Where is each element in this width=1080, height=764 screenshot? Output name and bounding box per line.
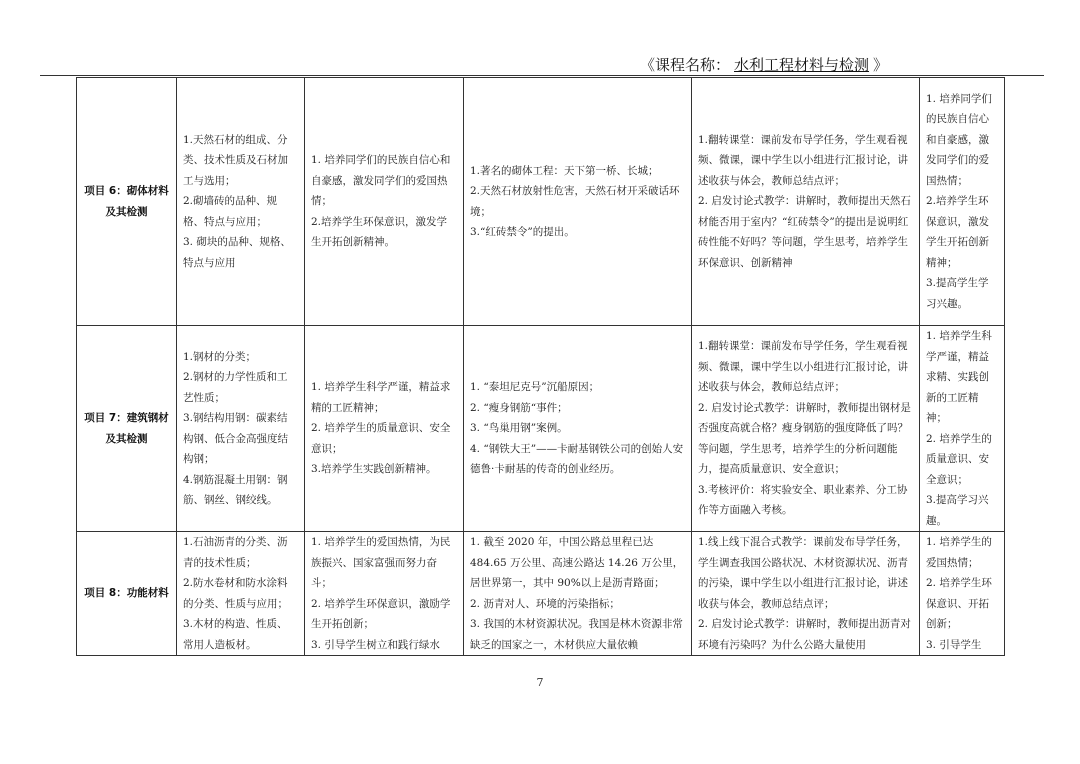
table-row xyxy=(77,326,1005,532)
knowledge-text: 1.天然石材的组成、分类、技术性质及石材加工与选用； 2.砌墙砖的品种、规格、特点与应用； 3. 砌块的品种、规格、特点与应用 xyxy=(183,133,291,269)
knowledge-text: 1.石油沥青的分类、沥青的技术性质； 2.防水卷材和防水涂料的分类、性质与应用； 3.木材的构造、性质、常用人造板材。 xyxy=(183,536,288,651)
goals-text: 1. 培养学生科学严谨，精益求精的工匠精神； 2. 培养学生的质量意识、安全意识； 3.培养学生实践创新精神。 xyxy=(311,381,451,476)
methods-cell xyxy=(692,78,920,326)
goals-text: 1. 培养同学们的民族自信心和自豪感，激发同学们的爱国热情； 2.培养学生环保意识，激发学生开拓创新精神。 xyxy=(311,154,451,249)
goals-cell xyxy=(305,532,464,656)
effects-cell xyxy=(920,78,1005,326)
course-table xyxy=(76,77,1005,656)
methods-cell xyxy=(692,326,920,532)
header-rule xyxy=(40,75,1044,76)
knowledge-cell xyxy=(177,326,305,532)
effects-text: 1. 培养学生科学严谨，精益求精、实践创新的工匠精神； 2. 培养学生的质量意识、安全意识； 3.提高学习兴趣。 xyxy=(926,330,992,527)
effects-text: 1. 培养同学们的民族自信心和自豪感，激发同学们的爱国热情； 2.培养学生环保意识，激发学生开拓创新精神； 3.提高学生学习兴趣。 xyxy=(926,92,992,310)
cases-cell xyxy=(464,78,692,326)
table-row xyxy=(77,532,1005,656)
goals-text: 1. 培养学生的爱国热情，为民族振兴、国家富强而努力奋斗； 2. 培养学生环保意识，激励学生开拓创新； 3. 引导学生树立和践行绿水 xyxy=(311,536,451,651)
knowledge-text: 1.钢材的分类； 2.钢材的力学性质和工艺性质； 3.钢结构用钢：碳素结构钢、低合金高强度结构钢； 4.钢筋混凝土用钢：钢筋、钢丝、钢绞线。 xyxy=(183,350,288,506)
methods-text: 1.线上线下混合式教学：课前发布导学任务，学生调查我国公路状况、木材资源状况、沥青的污染，课中学生以小组进行汇报讨论，讲述收获与体会，教师总结点评； 2. 启发讨论式教学：讲解时，教师提出沥青对环境有污染吗？为什么公路大量使用 xyxy=(698,536,911,651)
cases-text: 1. 截至 2020 年，中国公路总里程已达 484.65 万公里、高速公路达 14.26 万公里，居世界第一，其中 90%以上是沥青路面； 2. 沥青对人、环境的污染指标； 3. 我国的木材资源状况。我国是林木资源非常缺乏的国家之一，木材供应大量依赖 xyxy=(470,536,684,651)
methods-text: 1.翻转课堂：课前发布导学任务，学生观看视频、微课，课中学生以小组进行汇报讨论，讲述收获与体会，教师总结点评； 2. 启发讨论式教学：讲解时，教师提出天然石材能否用于室内？“红砖禁令”的提出是说明红砖性能不好吗？等问题，学生思考，培养学生环保意识、创新精神 xyxy=(698,133,911,269)
course-header xyxy=(640,54,888,75)
course-name: 水利工程材料与检测 xyxy=(734,56,870,74)
project-title: 项目 7：建筑钢材及其检测 xyxy=(77,326,177,532)
effects-text: 1. 培养学生的爱国热情； 2. 培养学生环保意识、开拓创新； 3. 引导学生 xyxy=(926,536,992,651)
cases-text: 1. “泰坦尼克号”沉船原因； 2. “瘦身钢筋“事件； 3. “鸟巢用钢”案例。 4. “钢铁大王”——卡耐基钢铁公司的创始人安德鲁·卡耐基的传奇的创业经历。 xyxy=(470,381,684,476)
page-number: 7 xyxy=(536,676,544,689)
cases-cell xyxy=(464,326,692,532)
cases-text: 1.著名的砌体工程：天下第一桥、长城； 2.天然石材放射性危害，天然石材开采破话环境； 3.“红砖禁令”的提出。 xyxy=(470,164,680,238)
methods-text: 1.翻转课堂：课前发布导学任务，学生观看视频、微课，课中学生以小组进行汇报讨论，讲述收获与体会，教师总结点评； 2. 启发讨论式教学：讲解时，教师提出钢材是否强度高就合格？瘦身钢筋的强度降低了吗？等问题，学生思考，培养学生的分析问题能力，提高质量意识、安全意识； 3.考核评价：将实验安全、职业素养、分工协作等方面融入考核。 xyxy=(698,340,911,517)
goals-cell xyxy=(305,326,464,532)
cases-cell xyxy=(464,532,692,656)
methods-cell xyxy=(692,532,920,656)
effects-cell xyxy=(920,326,1005,532)
table-row xyxy=(77,78,1005,326)
knowledge-cell xyxy=(177,78,305,326)
header-suffix: 》 xyxy=(873,56,889,74)
project-title: 项目 8：功能材料 xyxy=(77,532,177,656)
effects-cell xyxy=(920,532,1005,656)
knowledge-cell xyxy=(177,532,305,656)
project-title: 项目 6：砌体材料及其检测 xyxy=(77,78,177,326)
header-prefix: 《课程名称： xyxy=(640,56,731,74)
goals-cell xyxy=(305,78,464,326)
